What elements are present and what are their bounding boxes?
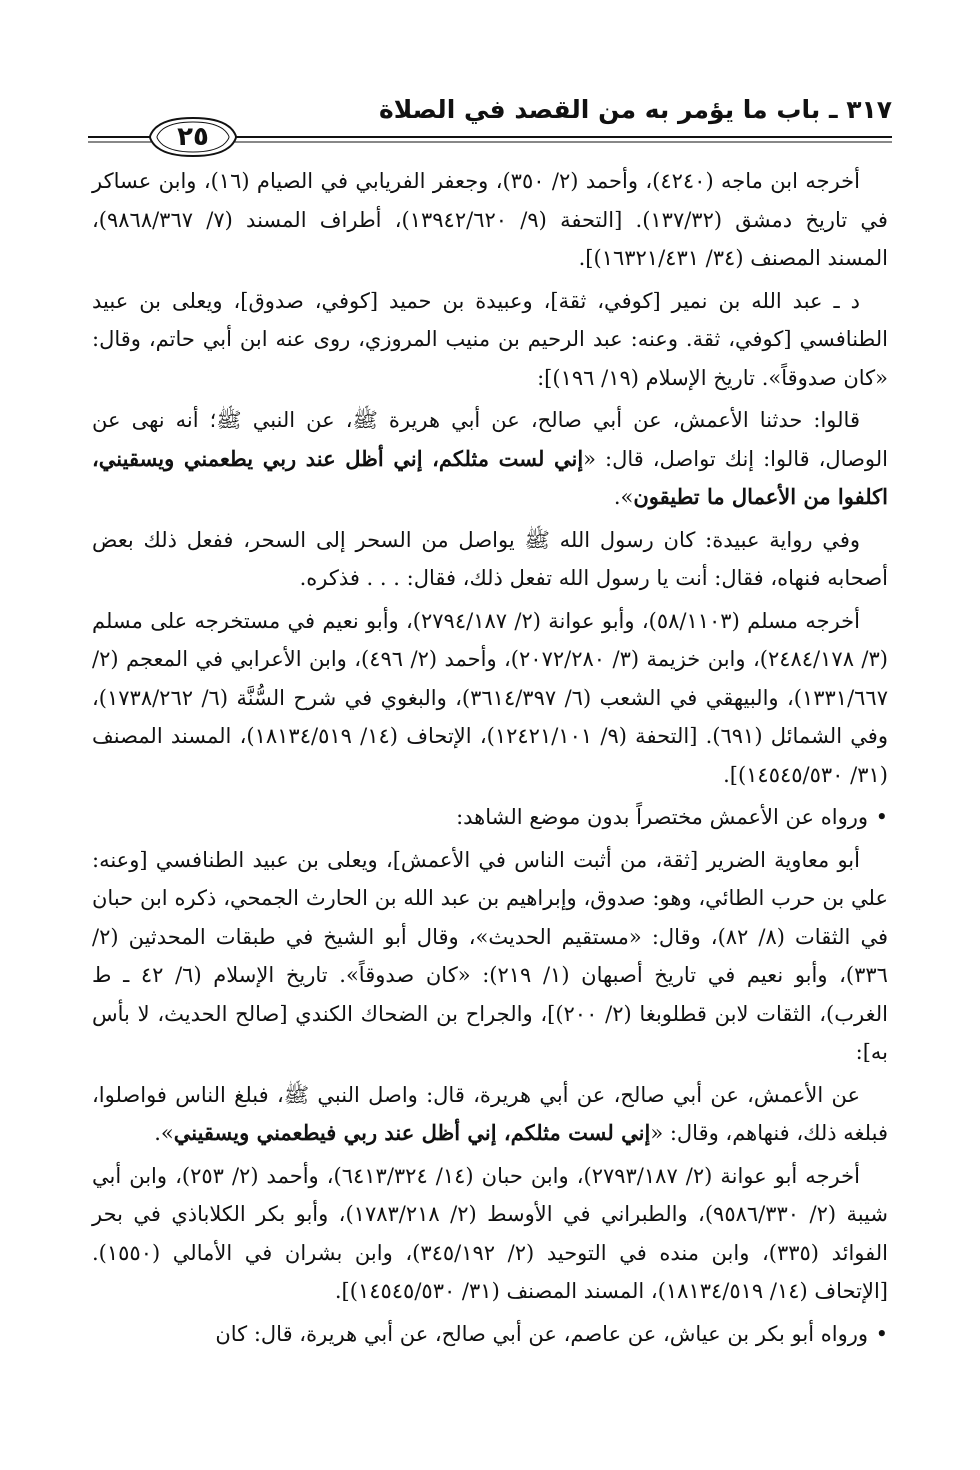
bullet-dot-icon: • [875,1321,888,1346]
paragraph-text: أبو معاوية الضرير [ثقة، من أثبت الناس في الأعمش]، ويعلى بن عبيد الطنافسي [وعنه: علي بن حرب الطائي، وهو: صدوق، وإبراهيم بن عبد الله بن الحارث الجمحي، ذكره ابن حبان في الثقات (٨/ ٨٢)، وقال: «مستقيم الحديث»، وقال أبو الشيخ في طبقات المحدثين (٢/ ٣٣٦)، وأبو نعيم في تاريخ أصبهان (١/ ٢١٩): «كان صدوقاً». تاريخ الإسلام (٦/ ٤٢ ـ ط الغرب)، الثقات لابن قطلوبغا (٢/ ٢٠٠)]، والجراح بن الضحاك الكندي [صالح الحديث، لا بأس به]: [92,847,888,1064]
bullet-dot-icon: • [875,805,888,829]
paragraph-text: ». [154,1121,174,1145]
paragraph-text: ». [613,485,634,509]
running-title: ٣١٧ ـ باب ما يؤمر به من القصد في الصلاة [378,95,892,124]
paragraph [92,1157,888,1311]
paragraph-text: وفي رواية عبيدة: كان رسول الله ﷺ يواصل من السحر إلى السحر، ففعل ذلك بعض أصحابه فنهاه، فقال: أنت يا رسول الله تفعل ذلك، فقال: . . . فذكره. [92,527,888,590]
body-text [92,162,888,1357]
paragraph-text: أخرجه ابن ماجه (٤٢٤٠)، وأحمد (٢/ ٣٥٠)، وجعفر الفريابي في الصيام (١٦)، وابن عساكر في تاريخ دمشق (١٣٧/٣٢). [التحفة (٩/ ١٣٩٤٢/٦٢٠)، أطراف المسند (٧/ ٩٨٦٨/٣٦٧)، المسند المصنف (٣٤/ ١٦٣٢١/٤٣١)]. [92,169,888,270]
page-number: ٢٥ [177,122,209,152]
page-header [88,90,892,158]
paragraph [92,1076,888,1153]
paragraph-text: ورواه أبو بكر بن عياش، عن عاصم، عن أبي صالح، عن أبي هريرة، قال: كان [215,1321,868,1346]
paragraph [92,282,888,398]
paragraph [92,841,888,1072]
paragraph-text: أخرجه أبو عوانة (٢/ ٢٧٩٣/١٨٧)، وابن حبان (١٤/ ٦٤١٣/٣٢٤)، وأحمد (٢/ ٢٥٣)، وابن أبي شيبة (٢/ ٩٥٨٦/٣٣٠)، والطبراني في الأوسط (٢/ ١٧٨٣/٢١٨)، وأبو بكر الكلاباذي في بحر الفوائد (٣٣٥)، وابن منده في التوحيد (٢/ ٣٤٥/١٩٢)، وابن بشران في الأمالي (١٥٥٠). [الإتحاف (١٤/ ١٨١٣٤/٥١٩)، المسند المصنف (٣١/ ١٤٥٤٥/٥٣٠)]. [92,1163,888,1303]
paragraph [92,521,888,598]
paragraph-text: عن الأعمش، عن أبي صالح، عن أبي هريرة، قال: واصل النبي ﷺ، فبلغ الناس فواصلوا، فبلغه ذلك، فنهاهم، وقال: « [92,1082,888,1145]
paragraph [92,162,888,278]
bullet-paragraph [92,798,888,837]
bullet-paragraph [92,1315,888,1354]
hadith-text: إني لست مثلكم، إني أظل عند ربي فيطعمني ويسقيني [173,1120,651,1145]
hadith-text: إني لست مثلكم، إني أظل عند ربي يطعمني ويسقيني، اكلفوا من الأعمال ما تطيقون [92,445,888,509]
paragraph-text: د ـ عبد الله بن نمير [كوفي، ثقة]، وعبيدة بن حميد [كوفي، صدوق]، ويعلى بن عبيد الطنافسي [كوفي، ثقة. وعنه: عبد الرحيم بن منيب المروزي، روى عنه ابن أبي حاتم، وقال: «كان صدوقاً». تاريخ الإسلام (١٩/ ١٩٦)]: [92,288,888,390]
paragraph-text: أخرجه مسلم (٥٨/١١٠٣)، وأبو عوانة (٢/ ٢٧٩٤/١٨٧)، وأبو نعيم في مستخرجه على مسلم (٣/ ٢٤٨٤/١٧٨)، وابن خزيمة (٣/ ٢٠٧٢/٢٨٠)، وأحمد (٢/ ٤٩٦)، وابن الأعرابي في المعجم (٢/ ١٣٣١/٦٦٧)، والبيهقي في الشعب (٦/ ٣٦١٤/٣٩٧)، والبغوي في شرح السُّنَّة (٦/ ١٧٣٨/٢٦٢)، وفي الشمائل (٦٩١). [التحفة (٩/ ١٢٤٢١/١٠١)، الإتحاف (١٤/ ١٨١٣٤/٥١٩)، المسند المصنف (٣١/ ١٤٥٤٥/٥٣٠)]. [92,608,888,787]
paragraph-text: قالوا: حدثنا الأعمش، عن أبي صالح، عن أبي هريرة ﷺ، عن النبي ﷺ؛ أنه نهى عن الوصال، قالوا: إنك تواصل، قال: « [92,408,888,471]
paragraph-text: ورواه عن الأعمش مختصراً بدون موضع الشاهد: [456,805,868,829]
paragraph [92,602,888,795]
paragraph [92,401,888,517]
